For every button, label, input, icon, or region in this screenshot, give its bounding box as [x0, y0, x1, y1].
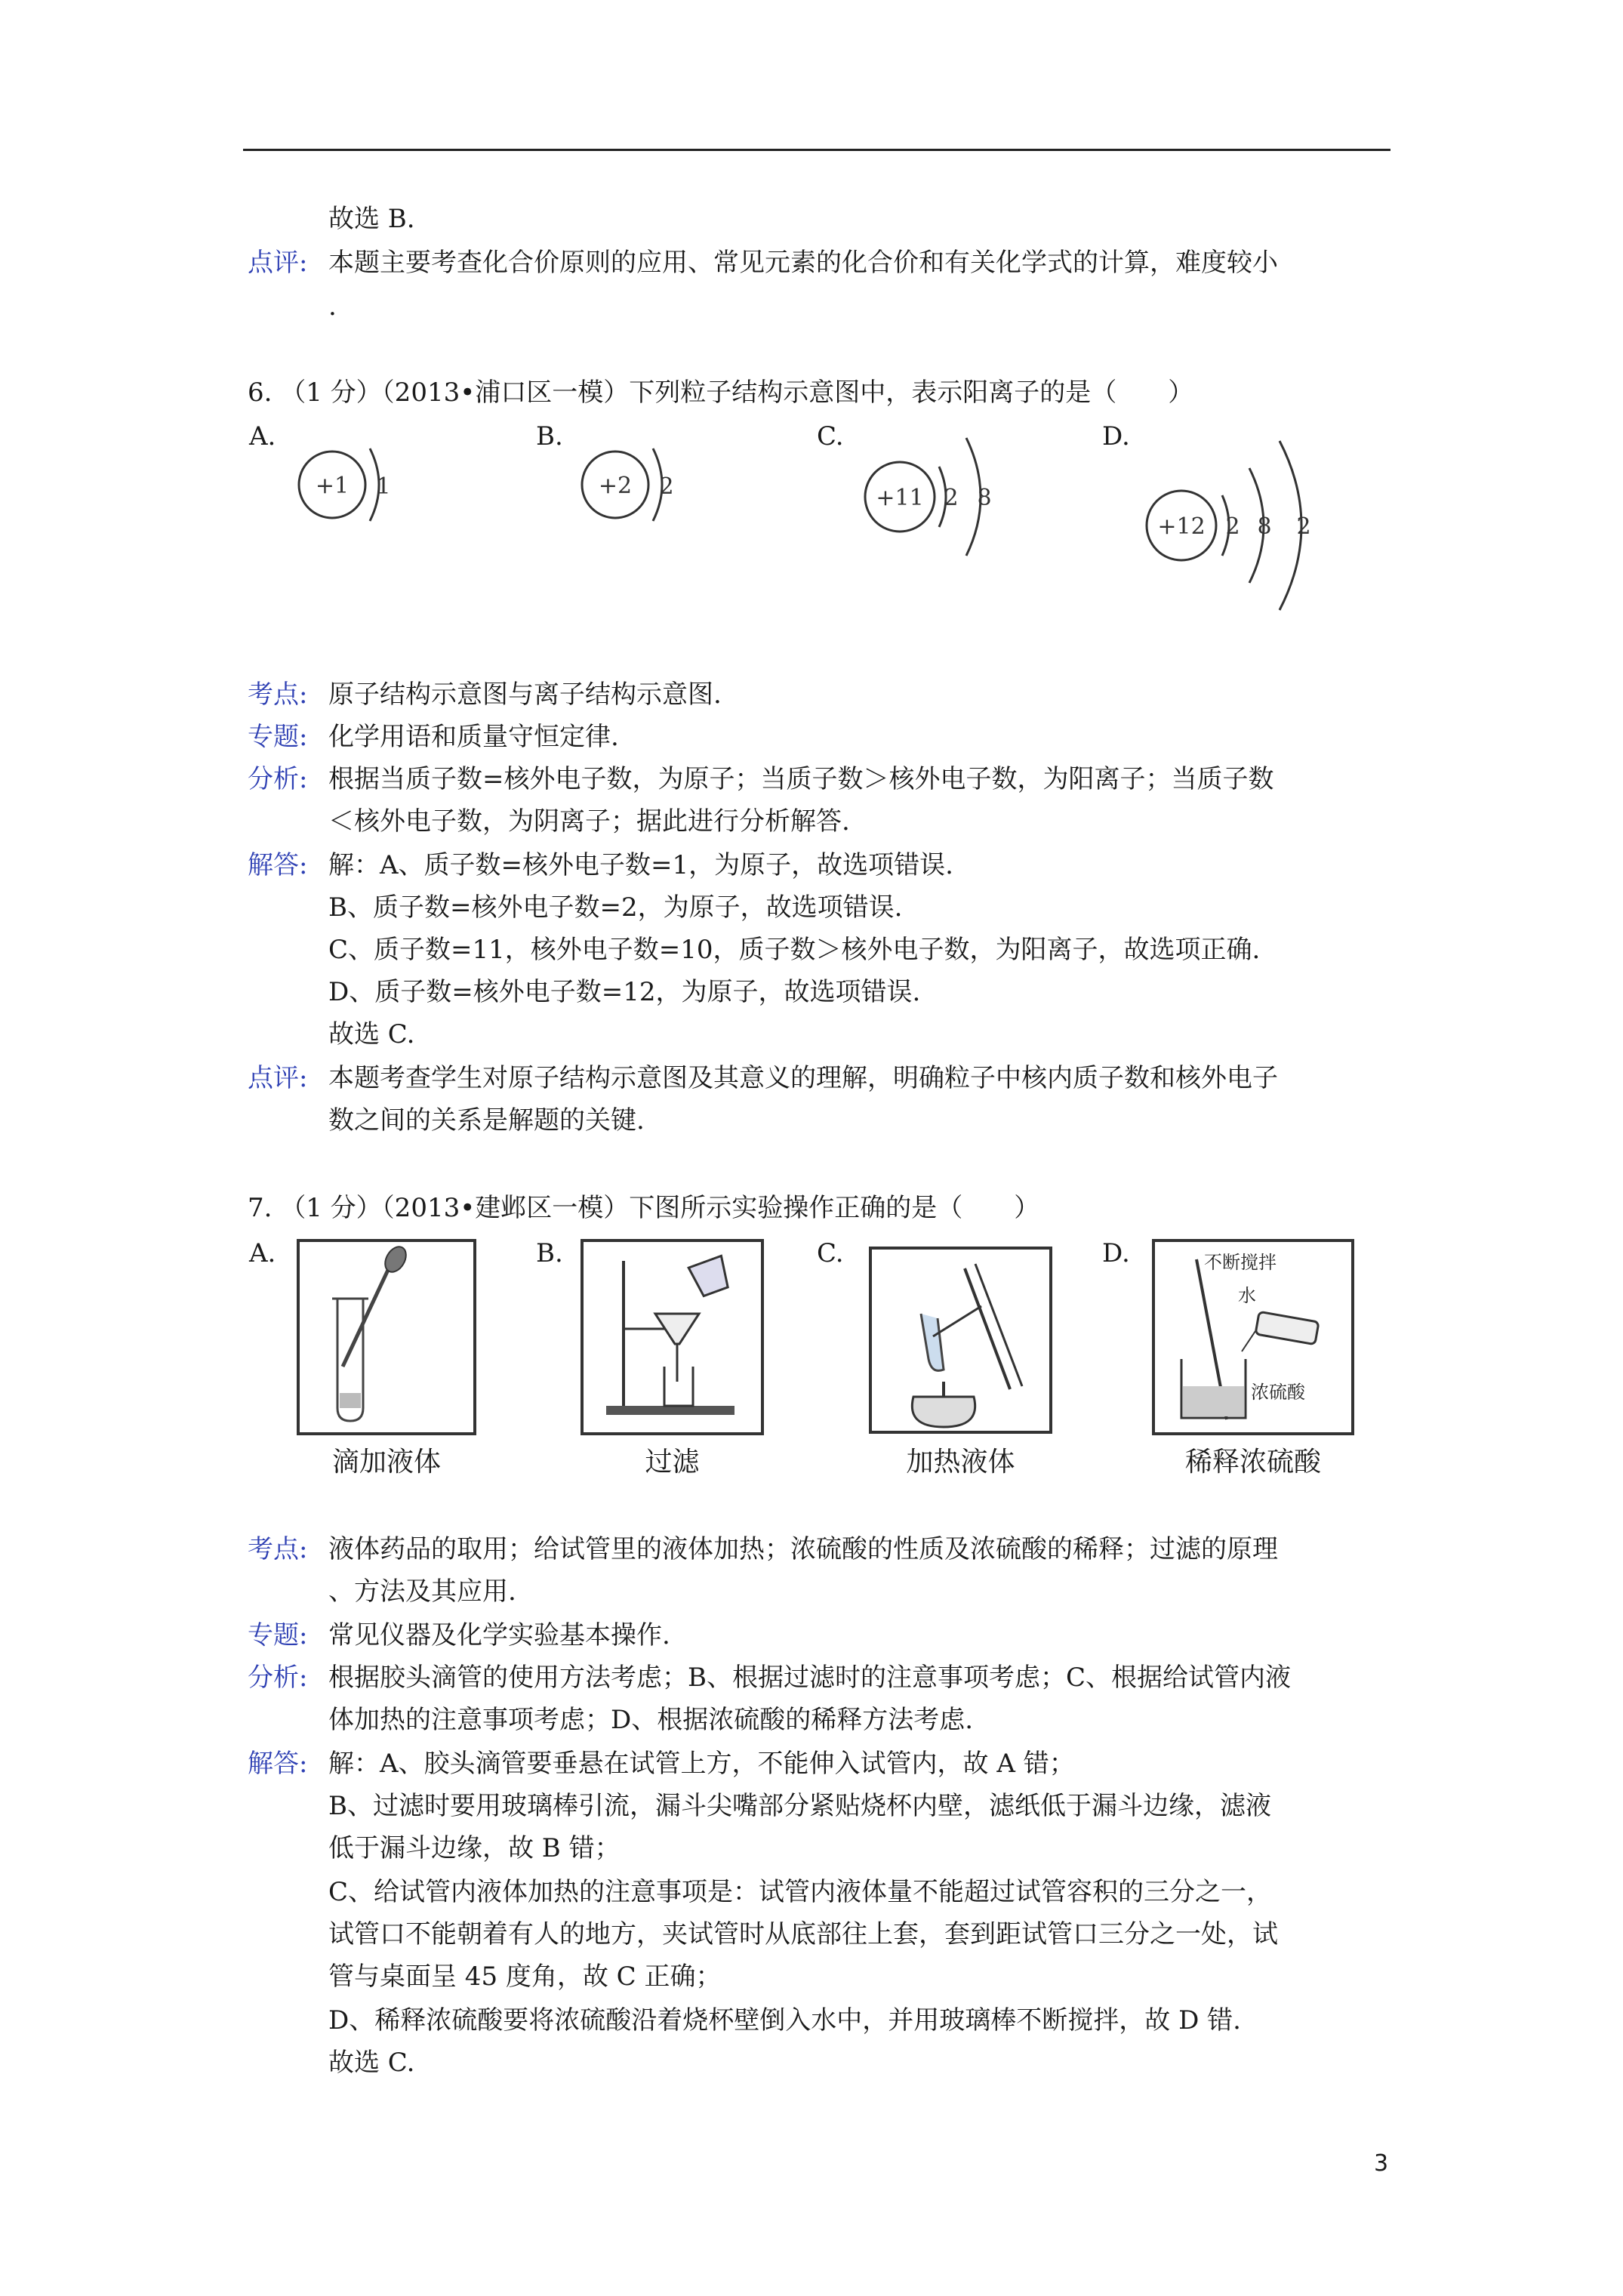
q6-stem: 6. （1 分）（2013•浦口区一模）下列粒子结构示意图中，表示阳离子的是（ ）	[248, 378, 1194, 408]
q7-jieda-line-3: 低于漏斗边缘，故 B 错；	[328, 1833, 621, 1863]
q7-kaodian-line-2: 、方法及其应用.	[328, 1576, 516, 1607]
q7-jieda-label: 解答:	[248, 1749, 308, 1779]
q6-jieda-line-4: D、质子数=核外电子数=12，为原子，故选项错误.	[328, 977, 921, 1007]
page-number: 3	[1374, 2150, 1389, 2177]
q7-caption-b: 过滤	[645, 1447, 700, 1478]
q6-jieda-label: 解答:	[248, 850, 308, 880]
q6-atom-diagram-c	[861, 430, 1027, 559]
q7-option-d-letter: D.	[1102, 1238, 1130, 1268]
header-rule	[243, 149, 1390, 151]
q6-d-shell-3: 2	[1296, 513, 1311, 540]
q6-c-shell-1: 2	[944, 485, 959, 511]
q7-stem: 7. （1 分）（2013•建邺区一模）下图所示实验操作正确的是（ ）	[248, 1193, 1040, 1223]
q7-zhuanti-label: 专题:	[248, 1620, 308, 1650]
q6-atom-diagram-a	[294, 438, 408, 536]
q6-kaodian: 原子结构示意图与离子结构示意图.	[328, 680, 722, 710]
q6-zhuanti-label: 专题:	[248, 722, 308, 752]
q6-jieda-line-1: 解：A、质子数=核外电子数=1，为原子，故选项错误.	[328, 850, 953, 880]
q7-kaodian-line-1: 液体药品的取用；给试管里的液体加热；浓硫酸的性质及浓硫酸的稀释；过滤的原理	[328, 1534, 1278, 1564]
q6-option-c-letter: C.	[817, 421, 844, 451]
q6-dianping-label: 点评:	[248, 1063, 308, 1093]
q7-kaodian-label: 考点:	[248, 1534, 308, 1564]
q7-figure-c-heating	[868, 1246, 1053, 1435]
q7-jieda-line-7: D、稀释浓硫酸要将浓硫酸沿着烧杯壁倒入水中，并用玻璃棒不断搅拌，故 D 错.	[328, 2005, 1241, 2036]
q6-atom-diagram-d	[1144, 438, 1340, 612]
q6-c-shell-2: 8	[977, 485, 992, 511]
q6-option-d-letter: D.	[1102, 421, 1130, 451]
q6-b-shell-1: 2	[659, 473, 674, 500]
q6-b-nucleus: +2	[598, 473, 633, 499]
q7-fenxi-line-2: 体加热的注意事项考虑；D、根据浓硫酸的稀释方法考虑.	[328, 1705, 974, 1735]
q7-jieda-line-6: 管与桌面呈 45 度角，故 C 正确；	[328, 1962, 722, 1992]
q6-kaodian-label: 考点:	[248, 680, 308, 710]
prev-conclusion: 故选 B.	[328, 204, 415, 234]
q7-figure-d-dilution	[1151, 1238, 1355, 1436]
prev-comment-tail: .	[328, 291, 337, 322]
q7-caption-c: 加热液体	[906, 1447, 1015, 1478]
prev-comment-text: 本题主要考查化合价原则的应用、常见元素的化合价和有关化学式的计算，难度较小	[328, 248, 1278, 278]
q7-caption-d: 稀释浓硫酸	[1184, 1447, 1321, 1478]
q7-jieda-line-1: 解：A、胶头滴管要垂悬在试管上方，不能伸入试管内，故 A 错；	[328, 1749, 1075, 1779]
q7-jieda-line-2: B、过滤时要用玻璃棒引流，漏斗尖嘴部分紧贴烧杯内壁，滤纸低于漏斗边缘，滤液	[328, 1791, 1271, 1821]
q6-c-nucleus: +11	[876, 485, 924, 511]
q7-option-c-letter: C.	[817, 1238, 844, 1268]
q6-option-a-letter: A.	[249, 421, 276, 451]
q7-jieda-line-5: 试管口不能朝着有人的地方，夹试管时从底部往上套，套到距试管口三分之一处，试	[328, 1919, 1278, 1949]
q6-a-shell-1: 1	[376, 473, 391, 500]
q6-zhuanti: 化学用语和质量守恒定律.	[328, 722, 619, 752]
q7-d-label-acid: 浓硫酸	[1251, 1382, 1305, 1403]
q6-d-nucleus: +12	[1157, 513, 1206, 540]
q7-figure-b-filtration	[580, 1238, 765, 1436]
q7-zhuanti: 常见仪器及化学实验基本操作.	[328, 1620, 670, 1650]
q6-d-shell-2: 8	[1257, 513, 1272, 540]
q7-option-a-letter: A.	[249, 1238, 276, 1268]
q6-jieda-line-3: C、质子数=11，核外电子数=10，质子数＞核外电子数，为阳离子，故选项正确.	[328, 935, 1261, 965]
q6-fenxi-label: 分析:	[248, 764, 308, 794]
q6-jieda-line-5: 故选 C.	[328, 1019, 415, 1049]
q6-a-nucleus: +1	[315, 473, 350, 499]
q7-d-label-stir: 不断搅拌	[1204, 1252, 1277, 1273]
q6-dianping-line-2: 数之间的关系是解题的关键.	[328, 1105, 645, 1136]
q6-fenxi-line-2: ＜核外电子数，为阴离子；据此进行分析解答.	[328, 806, 850, 837]
q7-fenxi-line-1: 根据胶头滴管的使用方法考虑；B、根据过滤时的注意事项考虑；C、根据给试管内液	[328, 1663, 1291, 1693]
q7-caption-a: 滴加液体	[331, 1447, 441, 1478]
prev-comment-label: 点评:	[248, 248, 308, 278]
q6-atom-diagram-b	[577, 438, 691, 536]
q7-figure-a-dropper	[296, 1238, 477, 1436]
q6-d-shell-1: 2	[1225, 513, 1240, 540]
q7-option-b-letter: B.	[536, 1238, 563, 1268]
q7-d-label-water: 水	[1238, 1285, 1256, 1306]
q7-jieda-line-4: C、给试管内液体加热的注意事项是：试管内液体量不能超过试管容积的三分之一，	[328, 1877, 1273, 1907]
q6-option-b-letter: B.	[536, 421, 563, 451]
q7-fenxi-label: 分析:	[248, 1663, 308, 1693]
q6-dianping-line-1: 本题考查学生对原子结构示意图及其意义的理解，明确粒子中核内质子数和核外电子	[328, 1063, 1278, 1093]
q6-fenxi-line-1: 根据当质子数=核外电子数，为原子；当质子数＞核外电子数，为阳离子；当质子数	[328, 764, 1274, 794]
q6-jieda-line-2: B、质子数=核外电子数=2，为原子，故选项错误.	[328, 892, 903, 923]
q7-jieda-line-8: 故选 C.	[328, 2048, 415, 2078]
